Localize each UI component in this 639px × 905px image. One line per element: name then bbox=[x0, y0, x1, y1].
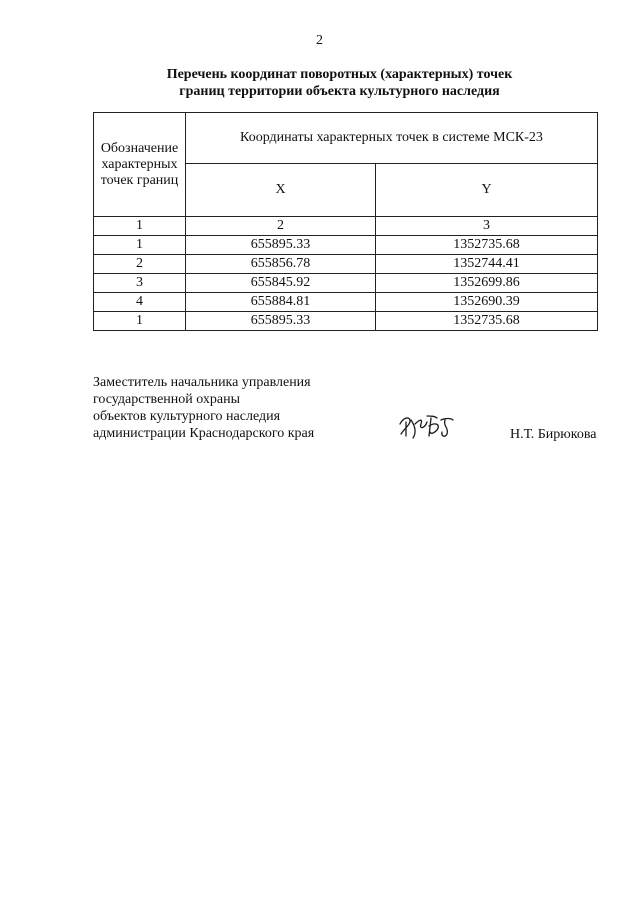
point-cell: 4 bbox=[94, 293, 186, 312]
point-cell: 1 bbox=[94, 236, 186, 255]
document-title-line-1: Перечень координат поворотных (характерных) точек bbox=[166, 67, 513, 82]
y-cell: 1352699.86 bbox=[376, 274, 598, 293]
y-cell: 1352735.68 bbox=[376, 236, 598, 255]
x-cell: 655895.33 bbox=[186, 312, 376, 331]
document-title-line-2: границ территории объекта культурного наследия bbox=[179, 84, 500, 99]
x-cell: 655884.81 bbox=[186, 293, 376, 312]
table-row bbox=[94, 274, 598, 293]
y-cell: 1352735.68 bbox=[376, 312, 598, 331]
point-designation-header-line-3: точек границ bbox=[100, 172, 179, 188]
x-column-header: X bbox=[186, 164, 376, 217]
signatory-position-line: Заместитель начальника управления bbox=[93, 375, 311, 390]
table-row bbox=[94, 312, 598, 331]
signer-name: Н.Т. Бирюкова bbox=[510, 427, 597, 442]
coordinates-table bbox=[93, 112, 598, 331]
coordinates-system-header: Координаты характерных точек в системе МСК-23 bbox=[186, 113, 598, 164]
handwritten-signature-icon bbox=[397, 410, 457, 442]
point-cell: 2 bbox=[94, 255, 186, 274]
point-designation-header bbox=[94, 113, 186, 217]
column-number-row bbox=[94, 217, 598, 236]
signatory-position-line: государственной охраны bbox=[93, 392, 241, 407]
column-number: 3 bbox=[376, 217, 598, 236]
y-cell: 1352744.41 bbox=[376, 255, 598, 274]
table-header-row bbox=[94, 113, 598, 164]
point-cell: 3 bbox=[94, 274, 186, 293]
column-number: 1 bbox=[94, 217, 186, 236]
table-row bbox=[94, 255, 598, 274]
point-cell: 1 bbox=[94, 312, 186, 331]
page-number: 2 bbox=[316, 33, 323, 48]
table-row bbox=[94, 236, 598, 255]
x-cell: 655845.92 bbox=[186, 274, 376, 293]
signatory-position bbox=[93, 374, 314, 442]
document-title bbox=[20, 66, 639, 100]
signatory-position-line: объектов культурного наследия bbox=[93, 409, 281, 424]
y-column-header: Y bbox=[376, 164, 598, 217]
point-designation-header-line-1: Обозначение bbox=[100, 140, 179, 156]
y-cell: 1352690.39 bbox=[376, 293, 598, 312]
point-designation-header-line-2: характерных bbox=[101, 156, 178, 172]
table-row bbox=[94, 293, 598, 312]
x-cell: 655895.33 bbox=[186, 236, 376, 255]
column-number: 2 bbox=[186, 217, 376, 236]
x-cell: 655856.78 bbox=[186, 255, 376, 274]
signatory-position-line: администрации Краснодарского края bbox=[93, 426, 315, 441]
